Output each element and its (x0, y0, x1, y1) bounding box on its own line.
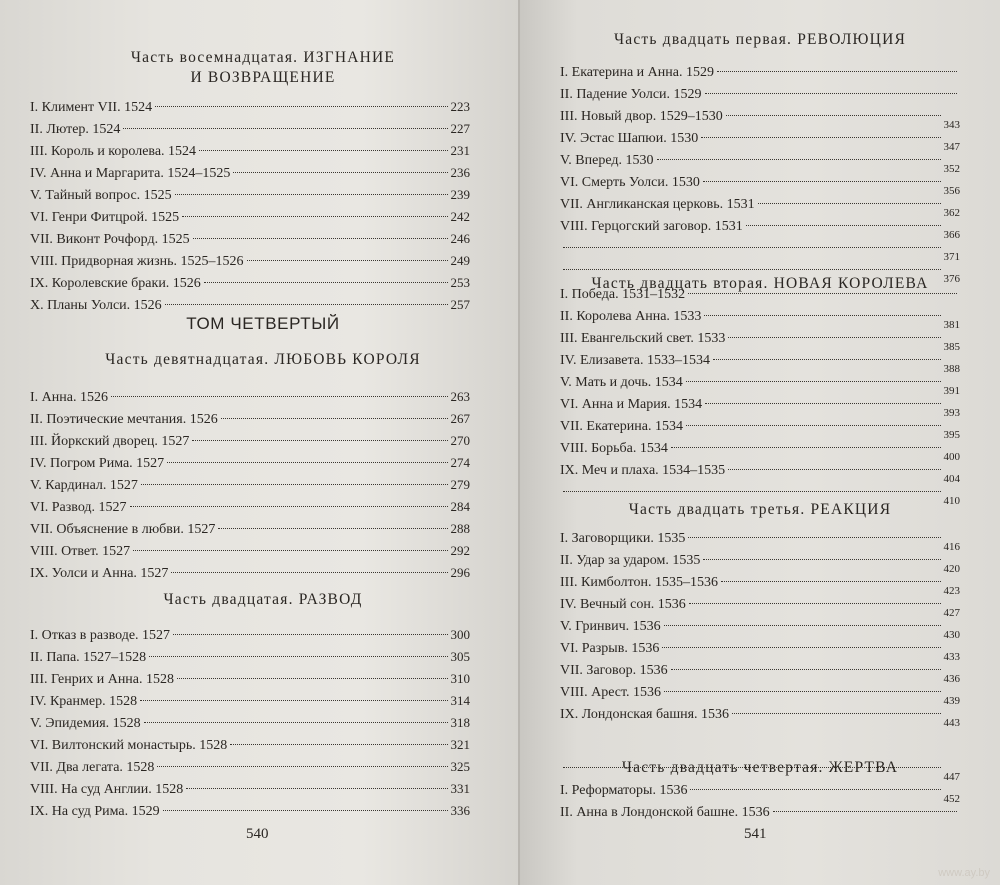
toc-entry-page: 388 (943, 363, 960, 375)
section-23 (560, 500, 960, 520)
leader-dots (713, 359, 941, 360)
toc-entry-page: 239 (450, 187, 470, 202)
leader-dots (204, 282, 448, 283)
toc-entry-page: 347 (943, 141, 960, 153)
toc-entry-title: I. Победа. 1531–1532 (560, 287, 686, 302)
toc-entry-page: 274 (450, 455, 470, 470)
leader-dots (182, 216, 447, 217)
leader-dots (728, 337, 940, 338)
section-title: Часть двадцать третья. РЕАКЦИЯ (628, 501, 892, 518)
toc-entry-page: 427 (943, 607, 960, 619)
toc-entry-title: IX. Уолси и Анна. 1527 (30, 566, 169, 581)
toc-entry-title: II. Королева Анна. 1533 (560, 309, 702, 324)
toc-entry-title: II. Папа. 1527–1528 (30, 650, 147, 665)
toc-entry-title: X. Планы Уолси. 1526 (30, 298, 162, 313)
toc-entry (560, 528, 960, 553)
toc-entry-title: I. Заговорщики. 1535 (560, 531, 686, 546)
toc-entry-page: 321 (450, 737, 470, 752)
leader-dots (773, 811, 957, 812)
toc-entry-title: IV. Вечный сон. 1536 (560, 597, 686, 612)
toc-entry-title: II. Падение Уолси. 1529 (560, 87, 702, 102)
leader-dots (140, 700, 447, 701)
leader-dots (703, 181, 941, 182)
leader-dots (689, 603, 941, 604)
toc-entry-page: 270 (450, 433, 470, 448)
volume-title: ТОМ ЧЕТВЕРТЫЙ (186, 314, 340, 333)
toc-entry-page: 452 (943, 793, 960, 805)
toc-entry (560, 328, 960, 353)
leader-dots (704, 315, 940, 316)
toc-entry-page: 267 (450, 411, 470, 426)
toc-entry (30, 206, 470, 228)
leader-dots (563, 247, 941, 248)
toc-entry-page: 296 (450, 565, 470, 580)
toc-entry-title: V. Кардинал. 1527 (30, 478, 138, 493)
toc-entry (560, 460, 960, 485)
leader-dots (746, 225, 941, 226)
leader-dots (664, 625, 941, 626)
toc-entry-page: 284 (450, 499, 470, 514)
section-title: Часть двадцать вторая. НОВАЯ КОРОЛЕВА (591, 275, 929, 292)
toc-entry-title: I. Реформаторы. 1536 (560, 783, 688, 798)
toc-entry-title: III. Кимболтон. 1535–1536 (560, 575, 719, 590)
toc-entry-title: VIII. Арест. 1536 (560, 685, 662, 700)
toc-entry (560, 594, 960, 619)
leader-dots (221, 418, 448, 419)
toc-entry-title: III. Новый двор. 1529–1530 (560, 109, 723, 124)
toc-entry (30, 452, 470, 474)
leader-dots (130, 506, 448, 507)
toc-entry-page: 393 (943, 407, 960, 419)
toc-entry-page: 310 (450, 671, 470, 686)
toc-entry (30, 562, 470, 584)
section-title: Часть двадцать первая. РЕВОЛЮЦИЯ (613, 31, 907, 48)
toc-entry (560, 194, 960, 219)
toc-entry-title: III. Король и королева. 1524 (30, 144, 197, 159)
toc-entry-page: 231 (450, 143, 470, 158)
toc-entry-page: 352 (943, 163, 960, 175)
leader-dots (717, 71, 957, 72)
toc-entry (30, 778, 470, 800)
toc-entry-title: V. Вперед. 1530 (560, 153, 654, 168)
toc-entry-title: V. Эпидемия. 1528 (30, 716, 141, 731)
toc-entry (30, 646, 470, 668)
toc-entry-page: 436 (943, 673, 960, 685)
section-19 (30, 350, 496, 370)
toc-entry-title: IX. Лондонская башня. 1536 (560, 707, 730, 722)
section-title: Часть двадцать четвертая. ЖЕРТВА (621, 759, 899, 776)
toc-entry-page: 356 (943, 185, 960, 197)
leader-dots (688, 293, 957, 294)
toc-entry-page: 300 (450, 627, 470, 642)
toc-entry-page: 430 (943, 629, 960, 641)
toc-entry-title: IV. Эстас Шапюи. 1530 (560, 131, 699, 146)
toc-entry (560, 616, 960, 641)
toc-entry-title: VII. Виконт Рочфорд. 1525 (30, 232, 190, 247)
toc-entry (30, 184, 470, 206)
toc-entry (30, 624, 470, 646)
toc-entry (30, 668, 470, 690)
toc-entry-page: 366 (943, 229, 960, 241)
toc-entry (30, 250, 470, 272)
toc-entry (560, 704, 960, 729)
leader-dots (664, 691, 940, 692)
toc-entry-title: IV. Анна и Маргарита. 1524–1525 (30, 166, 231, 181)
toc-entry (560, 238, 960, 263)
toc-entry-page: 391 (943, 385, 960, 397)
toc-list-section-22 (560, 284, 960, 507)
toc-entry-title: VI. Анна и Мария. 1534 (560, 397, 703, 412)
leader-dots (186, 788, 447, 789)
toc-entry (560, 550, 960, 575)
toc-entry (30, 162, 470, 184)
toc-entry-page: 288 (450, 521, 470, 536)
toc-entry-title: VI. Вилтонский монастырь. 1528 (30, 738, 228, 753)
section-title: Часть девятнадцатая. ЛЮБОВЬ КОРОЛЯ (105, 351, 421, 368)
toc-entry-page: 395 (943, 429, 960, 441)
toc-entry-page: 362 (943, 207, 960, 219)
toc-entry-page: 318 (450, 715, 470, 730)
leader-dots (165, 304, 448, 305)
toc-entry (560, 660, 960, 685)
toc-entry-title: IX. На суд Рима. 1529 (30, 804, 160, 819)
toc-entry-page: 423 (943, 585, 960, 597)
toc-entry-title: VI. Генри Фитцрой. 1525 (30, 210, 180, 225)
toc-entry-title: V. Гринвич. 1536 (560, 619, 661, 634)
toc-entry (560, 350, 960, 375)
toc-entry-title: VII. Екатерина. 1534 (560, 419, 683, 434)
toc-entry-title: IV. Елизавета. 1533–1534 (560, 353, 710, 368)
toc-list-section-18 (30, 96, 470, 316)
toc-entry-title: II. Поэтические мечтания. 1526 (30, 412, 218, 427)
section-title: Часть двадцатая. РАЗВОД (163, 591, 363, 608)
toc-entry-page: 439 (943, 695, 960, 707)
toc-entry-title: I. Анна. 1526 (30, 390, 108, 405)
toc-entry-title: II. Лютер. 1524 (30, 122, 121, 137)
toc-entry (30, 386, 470, 408)
leader-dots (175, 194, 448, 195)
toc-entry (30, 118, 470, 140)
toc-entry (560, 106, 960, 131)
leader-dots (657, 159, 941, 160)
leader-dots (111, 396, 448, 397)
toc-entry-title: VI. Смерть Уолси. 1530 (560, 175, 700, 190)
leader-dots (563, 767, 941, 768)
toc-entry-title: IX. Меч и плаха. 1534–1535 (560, 463, 726, 478)
toc-entry-title: VIII. Придворная жизнь. 1525–1526 (30, 254, 244, 269)
toc-list-section-20 (30, 624, 470, 822)
watermark: www.ay.by (938, 867, 990, 879)
toc-entry (30, 272, 470, 294)
toc-entry (560, 780, 960, 805)
section-21 (560, 30, 960, 50)
leader-dots (167, 462, 447, 463)
toc-entry-page: 257 (450, 297, 470, 312)
toc-entry (560, 306, 960, 331)
leader-dots (141, 484, 448, 485)
leader-dots (726, 115, 941, 116)
leader-dots (728, 469, 940, 470)
leader-dots (173, 634, 447, 635)
toc-entry-title: VI. Разрыв. 1536 (560, 641, 660, 656)
toc-entry (30, 228, 470, 250)
toc-entry-title: I. Екатерина и Анна. 1529 (560, 65, 714, 80)
toc-entry (560, 150, 960, 175)
section-title-line-1: Часть восемнадцатая. ИЗГНАНИЕ (130, 49, 396, 66)
toc-entry-page: 314 (450, 693, 470, 708)
right-page (520, 0, 1000, 885)
toc-entry-title: IX. Королевские браки. 1526 (30, 276, 201, 291)
leader-dots (149, 656, 447, 657)
toc-entry-title: VI. Развод. 1527 (30, 500, 127, 515)
leader-dots (247, 260, 448, 261)
leader-dots (199, 150, 447, 151)
toc-entry-title: VIII. Ответ. 1527 (30, 544, 131, 559)
leader-dots (218, 528, 447, 529)
toc-entry-page: 236 (450, 165, 470, 180)
toc-entry (30, 496, 470, 518)
leader-dots (686, 381, 941, 382)
leader-dots (758, 203, 941, 204)
toc-entry-page: 381 (943, 319, 960, 331)
leader-dots (703, 559, 940, 560)
leader-dots (671, 669, 941, 670)
toc-entry-title: VII. Объяснение в любви. 1527 (30, 522, 216, 537)
toc-entry (30, 96, 470, 118)
toc-entry (560, 372, 960, 397)
toc-entry-page: 253 (450, 275, 470, 290)
toc-entry-page: 371 (943, 251, 960, 263)
toc-entry-title: IV. Погром Рима. 1527 (30, 456, 165, 471)
leader-dots (671, 447, 941, 448)
toc-entry-page: 420 (943, 563, 960, 575)
toc-entry-page: 246 (450, 231, 470, 246)
section-title-line-2: И ВОЗВРАЩЕНИЕ (190, 69, 336, 86)
leader-dots (133, 550, 447, 551)
section-18 (30, 48, 496, 88)
toc-entry (30, 734, 470, 756)
toc-entry (30, 540, 470, 562)
toc-entry (30, 712, 470, 734)
toc-list-section-23 (560, 528, 960, 729)
toc-entry-page: 400 (943, 451, 960, 463)
toc-entry-page: 279 (450, 477, 470, 492)
toc-entry-title: II. Удар за ударом. 1535 (560, 553, 701, 568)
toc-entry (30, 690, 470, 712)
toc-entry-title: III. Евангельский свет. 1533 (560, 331, 726, 346)
leader-dots (163, 810, 448, 811)
toc-entry (30, 430, 470, 452)
toc-entry-page: 336 (450, 803, 470, 818)
page-number-left: 540 (246, 826, 269, 842)
leader-dots (701, 137, 940, 138)
toc-entry-page: 343 (943, 119, 960, 131)
toc-entry (30, 408, 470, 430)
toc-entry (560, 802, 960, 824)
toc-entry (560, 62, 960, 84)
leader-dots (157, 766, 447, 767)
leader-dots (705, 403, 940, 404)
page-number-right: 541 (744, 826, 767, 842)
toc-entry-page: 305 (450, 649, 470, 664)
toc-entry (30, 756, 470, 778)
toc-entry (560, 682, 960, 707)
leader-dots (171, 572, 447, 573)
toc-entry-title: I. Климент VII. 1524 (30, 100, 153, 115)
toc-list-section-24 (560, 758, 960, 824)
toc-entry-title: VII. Два легата. 1528 (30, 760, 155, 775)
leader-dots (721, 581, 940, 582)
leader-dots (193, 238, 448, 239)
toc-entry-title: III. Йоркский дворец. 1527 (30, 434, 190, 449)
leader-dots (563, 269, 941, 270)
toc-entry-title: VII. Заговор. 1536 (560, 663, 668, 678)
section-20 (30, 590, 496, 610)
leader-dots (705, 93, 957, 94)
toc-entry-page: 447 (943, 771, 960, 783)
toc-entry-page: 263 (450, 389, 470, 404)
leader-dots (688, 537, 940, 538)
leader-dots (563, 491, 941, 492)
toc-entry-title: IV. Кранмер. 1528 (30, 694, 138, 709)
toc-entry (560, 416, 960, 441)
toc-entry-page: 223 (450, 99, 470, 114)
toc-entry-page: 227 (450, 121, 470, 136)
toc-entry-page: 410 (943, 495, 960, 507)
toc-entry-page: 443 (943, 717, 960, 729)
toc-list-section-19 (30, 386, 470, 584)
leader-dots (177, 678, 447, 679)
toc-entry-title: II. Анна в Лондонской башне. 1536 (560, 805, 770, 820)
leader-dots (144, 722, 448, 723)
toc-entry (560, 84, 960, 106)
toc-entry (560, 216, 960, 241)
toc-entry-title: I. Отказ в разводе. 1527 (30, 628, 171, 643)
toc-entry (560, 572, 960, 597)
leader-dots (732, 713, 940, 714)
toc-entry-page: 433 (943, 651, 960, 663)
leader-dots (155, 106, 447, 107)
toc-entry (560, 638, 960, 663)
toc-entry (560, 758, 960, 783)
toc-entry-title: VIII. Борьба. 1534 (560, 441, 668, 456)
leader-dots (686, 425, 941, 426)
toc-entry (30, 294, 470, 316)
toc-entry (30, 518, 470, 540)
leader-dots (230, 744, 447, 745)
toc-entry-page: 385 (943, 341, 960, 353)
toc-entry-page: 325 (450, 759, 470, 774)
toc-entry-title: V. Тайный вопрос. 1525 (30, 188, 172, 203)
toc-entry (560, 394, 960, 419)
toc-entry (30, 140, 470, 162)
toc-entry (560, 172, 960, 197)
toc-entry-page: 331 (450, 781, 470, 796)
toc-entry-page: 376 (943, 273, 960, 285)
toc-entry-title: V. Мать и дочь. 1534 (560, 375, 683, 390)
toc-entry (560, 284, 960, 306)
toc-entry (30, 800, 470, 822)
toc-entry-page: 242 (450, 209, 470, 224)
toc-entry (30, 474, 470, 496)
toc-entry-title: VII. Англиканская церковь. 1531 (560, 197, 755, 212)
leader-dots (192, 440, 447, 441)
leader-dots (662, 647, 940, 648)
toc-entry-page: 292 (450, 543, 470, 558)
toc-entry-title: VIII. Герцогский заговор. 1531 (560, 219, 743, 234)
leader-dots (690, 789, 940, 790)
toc-entry-title: VIII. На суд Англии. 1528 (30, 782, 184, 797)
toc-entry (560, 438, 960, 463)
toc-entry-title: III. Генрих и Анна. 1528 (30, 672, 175, 687)
toc-entry (560, 128, 960, 153)
toc-entry-page: 416 (943, 541, 960, 553)
leader-dots (123, 128, 447, 129)
toc-entry-page: 404 (943, 473, 960, 485)
leader-dots (233, 172, 447, 173)
toc-entry-page: 249 (450, 253, 470, 268)
